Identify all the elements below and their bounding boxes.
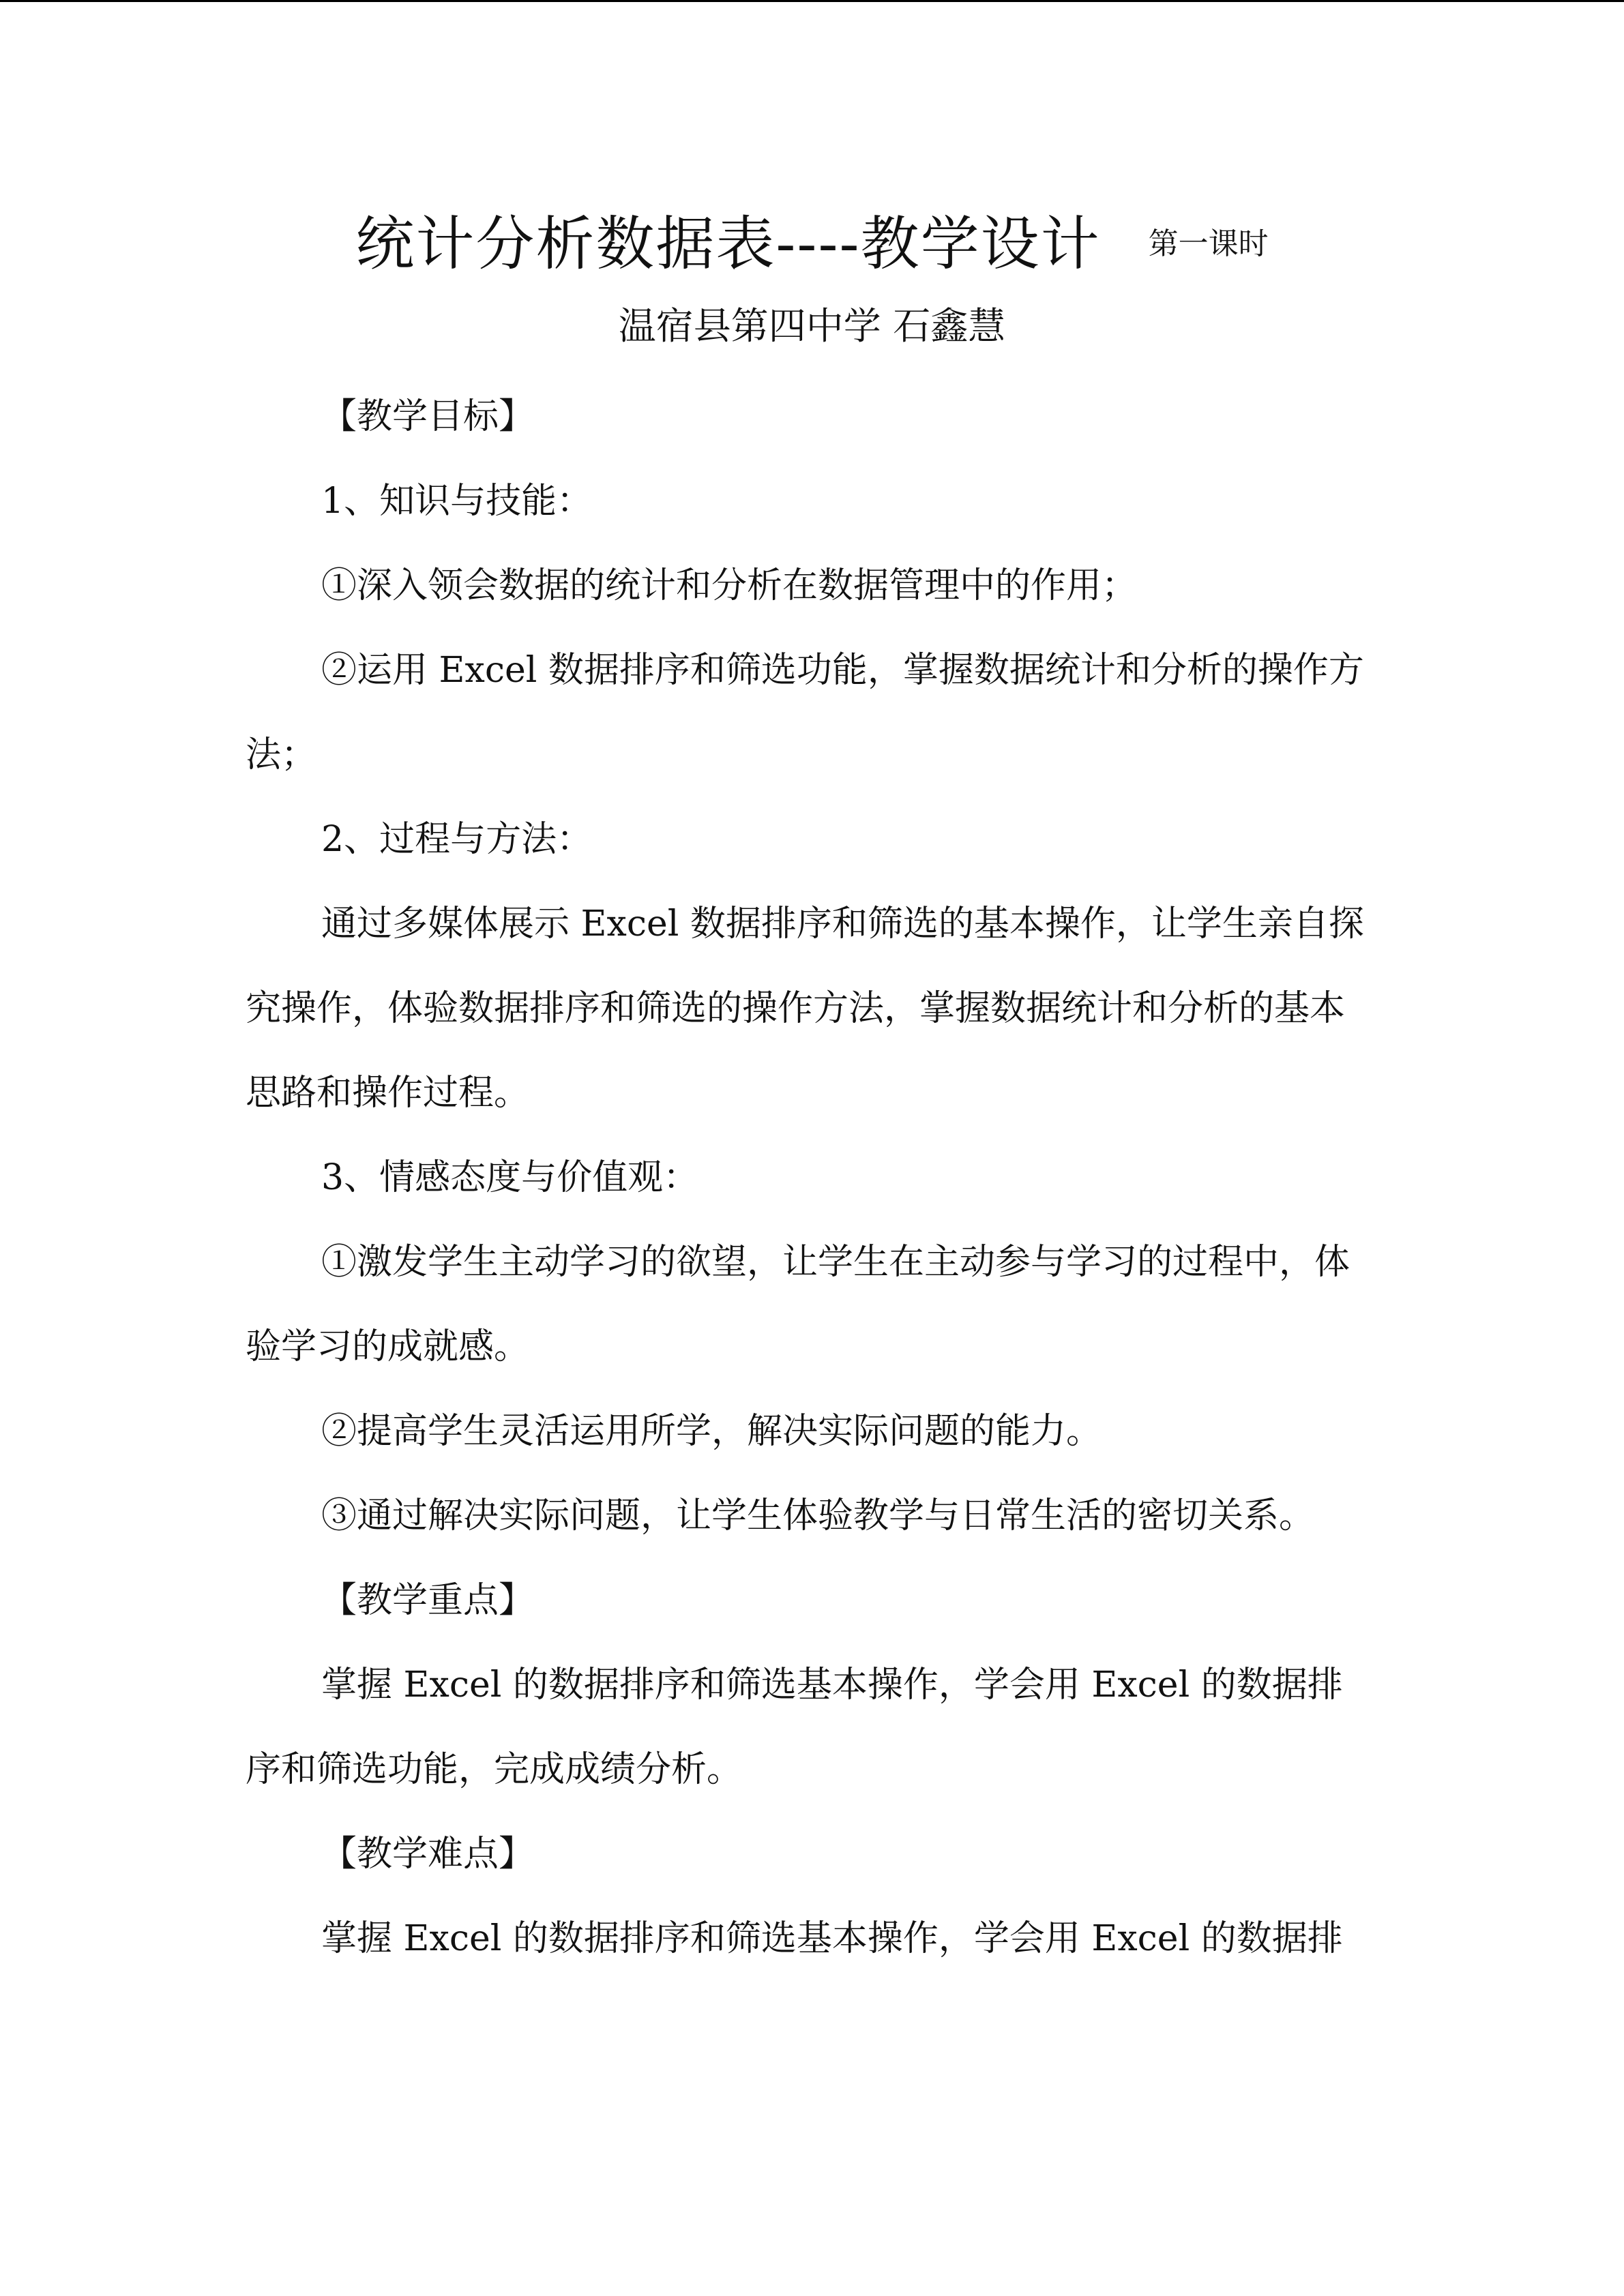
subheading-process: 2、过程与方法： — [321, 819, 593, 860]
section-heading-difficulties: 【教学难点】 — [321, 1834, 535, 1875]
title-row — [0, 200, 1624, 288]
author-line: 温宿县第四中学 石鑫慧 — [618, 304, 1006, 348]
subheading-emotion: 3、情感态度与价值观： — [321, 1157, 699, 1198]
section-heading-objectives: 【教学目标】 — [321, 396, 535, 437]
emotion-item-2: ②提高学生灵活运用所学，解决实际问题的能力。 — [321, 1411, 1102, 1452]
document-body — [246, 374, 1378, 1981]
key-points-paragraph: 掌握 Excel 的数据排序和筛选基本操作，学会用 Excel 的数据排序和筛选功能，完成成绩分析。 — [246, 1665, 1343, 1790]
knowledge-item-2: ②运用 Excel 数据排序和筛选功能，掌握数据统计和分析的操作方法； — [246, 650, 1364, 775]
section-heading-key-points: 【教学重点】 — [321, 1580, 535, 1621]
difficulties-paragraph: 掌握 Excel 的数据排序和筛选基本操作，学会用 Excel 的数据排 — [321, 1918, 1343, 1959]
lesson-label: 第一课时 — [1148, 226, 1269, 261]
knowledge-item-1: ①深入领会数据的统计和分析在数据管理中的作用； — [321, 565, 1138, 606]
emotion-item-1: ①激发学生主动学习的欲望，让学生在主动参与学习的过程中，体验学习的成就感。 — [246, 1242, 1350, 1367]
document-title: 统计分析数据表----教学设计 — [355, 210, 1101, 278]
subheading-knowledge: 1、知识与技能： — [321, 481, 593, 522]
emotion-item-3: ③通过解决实际问题，让学生体验教学与日常生活的密切关系。 — [321, 1495, 1315, 1536]
process-paragraph: 通过多媒体展示 Excel 数据排序和筛选的基本操作，让学生亲自探究操作，体验数据排序和筛选的操作方法，掌握数据统计和分析的基本思路和操作过程。 — [246, 904, 1364, 1114]
